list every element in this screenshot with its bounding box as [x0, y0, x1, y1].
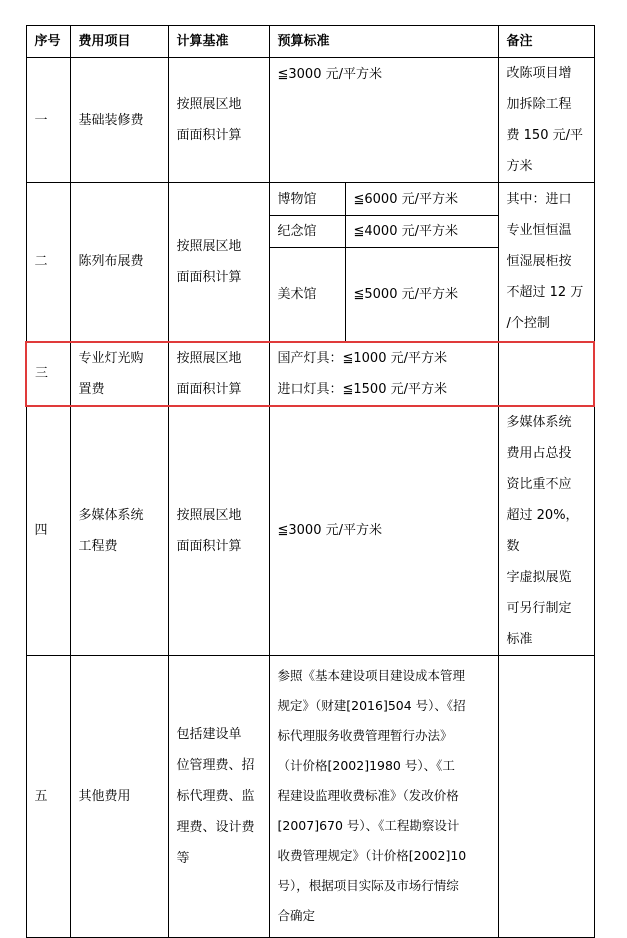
- cell-item: 多媒体系统 工程费: [70, 406, 168, 656]
- cell-note: [498, 655, 594, 937]
- header-basis: 计算基准: [168, 26, 269, 58]
- cell-subtype: 博物馆: [269, 183, 345, 216]
- cell-basis: 按照展区地 面面积计算: [168, 58, 269, 183]
- cell-no: 三: [26, 342, 70, 406]
- cell-no: 二: [26, 183, 70, 342]
- cell-no: 四: [26, 406, 70, 656]
- cell-standard: ≦3000 元/平方米: [269, 406, 498, 656]
- cell-note: 多媒体系统 费用占总投 资比重不应 超过 20%，数 字虚拟展览 可另行制定 标准: [498, 406, 594, 656]
- cell-basis: 包括建设单 位管理费、招 标代理费、监 理费、设计费 等: [168, 655, 269, 937]
- cell-subvalue: ≦5000 元/平方米: [345, 248, 498, 342]
- cell-standard: ≦3000 元/平方米: [269, 58, 498, 183]
- header-standard: 预算标准: [269, 26, 498, 58]
- cell-item: 基础装修费: [70, 58, 168, 183]
- header-no: 序号: [26, 26, 70, 58]
- budget-table: [25, 25, 595, 938]
- table-row-highlighted: [26, 342, 594, 406]
- cell-basis: 按照展区地 面面积计算: [168, 406, 269, 656]
- cell-subvalue: ≦6000 元/平方米: [345, 183, 498, 216]
- cell-basis: 按照展区地 面面积计算: [168, 183, 269, 342]
- cell-basis: 按照展区地 面面积计算: [168, 342, 269, 406]
- cell-note: 其中：进口 专业恒恒温 恒湿展柜按 不超过 12 万 /个控制: [498, 183, 594, 342]
- header-note: 备注: [498, 26, 594, 58]
- header-row: [26, 26, 594, 58]
- cell-subvalue: ≦4000 元/平方米: [345, 216, 498, 248]
- cell-item: 其他费用: [70, 655, 168, 937]
- table-row: [26, 58, 594, 183]
- header-item: 费用项目: [70, 26, 168, 58]
- cell-standard: 国产灯具：≦1000 元/平方米 进口灯具：≦1500 元/平方米: [269, 342, 498, 406]
- cell-subtype: 美术馆: [269, 248, 345, 342]
- cell-standard: 参照《基本建设项目建设成本管理 规定》（财建[2016]504 号）、《招 标代理服务收费管理暂行办法》 （计价格[2002]1980 号）、《工 程建设监理收费标准》（发改价格 [2007]670 号）、《工程勘察设计 收费管理规定》（计价格[2002]10 号），根据项目实际及市场行情综 合确定: [269, 655, 498, 937]
- cell-no: 一: [26, 58, 70, 183]
- cell-item: 专业灯光购 置费: [70, 342, 168, 406]
- cell-subtype: 纪念馆: [269, 216, 345, 248]
- table-row: [26, 183, 594, 216]
- cell-note: 改陈项目增 加拆除工程 费 150 元/平 方米: [498, 58, 594, 183]
- cell-item: 陈列布展费: [70, 183, 168, 342]
- cell-note: [498, 342, 594, 406]
- cell-no: 五: [26, 655, 70, 937]
- table-row: [26, 406, 594, 656]
- table-row: [26, 655, 594, 937]
